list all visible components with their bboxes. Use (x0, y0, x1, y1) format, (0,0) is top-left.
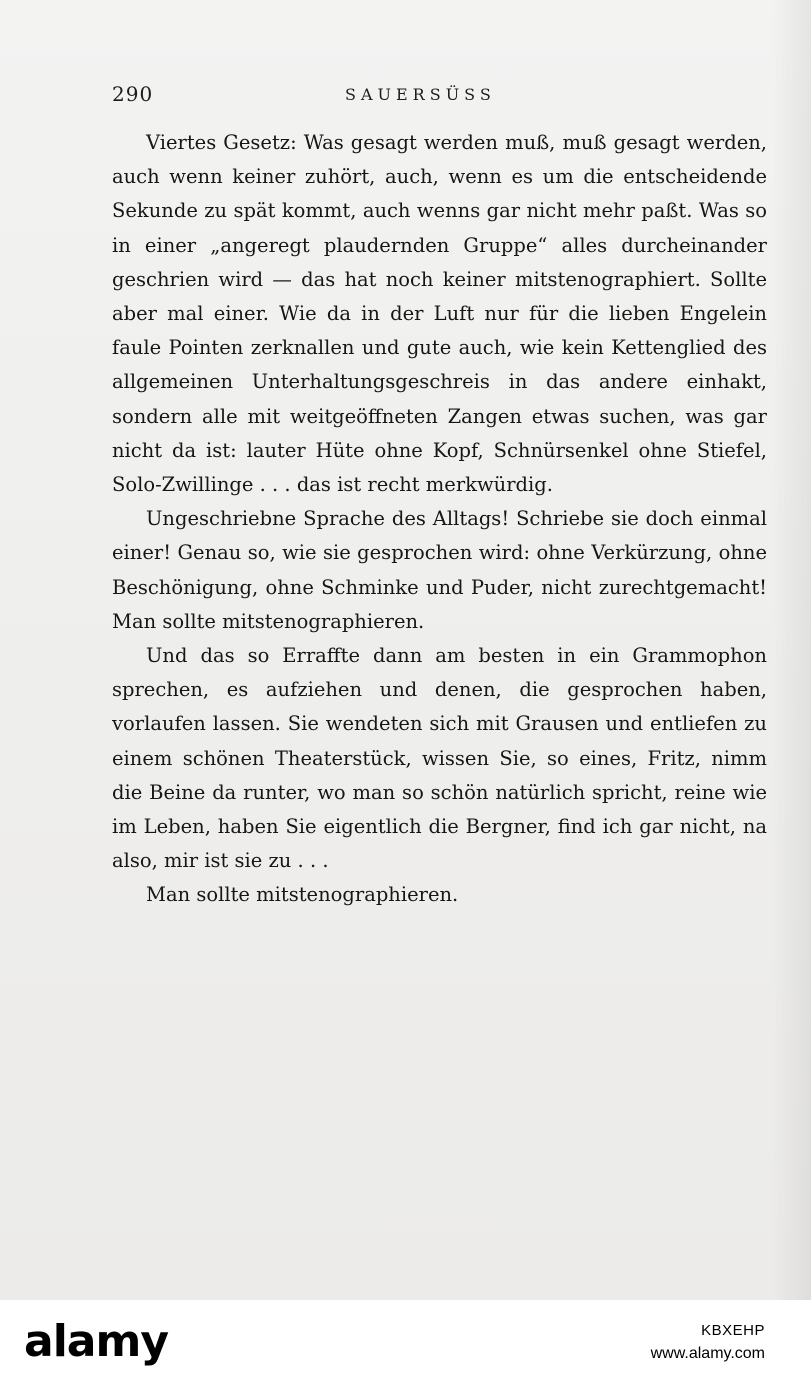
running-head: SAUERSÜSS (345, 85, 496, 104)
page-header (112, 82, 732, 112)
stock-watermark-bar (0, 1300, 811, 1390)
alamy-logo: alamy (24, 1316, 168, 1367)
page-number: 290 (112, 82, 154, 106)
body-text (112, 126, 767, 913)
watermark-info (651, 1322, 765, 1363)
paragraph-1: Viertes Gesetz: Was gesagt werden muß, muß gesagt werden, auch wenn keiner zuhört, auch, wenn es um die entscheidende Sekunde zu spät kommt, auch wenns gar nicht mehr paßt. Was so in einer „angeregt plaudernden Gruppe“ alles durcheinander geschrien wird — das hat noch keiner mitstenographiert. Sollte aber mal einer. Wie da in der Luft nur für die lieben Engelein faule Pointen zerknallen und gute auch, wie kein Kettenglied des allgemeinen Unterhaltungsgeschreis in das andere einhakt, sondern alle mit weitgeöffneten Zangen etwas suchen, was gar nicht da ist: lauter Hüte ohne Kopf, Schnürsenkel ohne Stiefel, Solo-Zwillinge . . . das ist recht merkwürdig. (112, 131, 767, 497)
paragraph-3: Und das so Erraffte dann am besten in ein Grammophon sprechen, es aufziehen und denen, die gesprochen haben, vorlaufen lassen. Sie wendeten sich mit Grausen und entliefen zu einem schönen Theaterstück, wissen Sie, so eines, Fritz, nimm die Beine da runter, wo man so schön natürlich spricht, reine wie im Leben, haben Sie eigentlich die Bergner, find ich gar nicht, na also, mir ist sie zu . . . (112, 644, 767, 873)
paragraph-2: Ungeschriebne Sprache des Alltags! Schriebe sie doch einmal einer! Genau so, wie sie gesprochen wird: ohne Verkürzung, ohne Beschönigung, ohne Schminke und Puder, nicht zurechtgemacht! Man sollte mitstenographieren. (112, 507, 767, 633)
watermark-site: www.alamy.com (650, 1345, 765, 1362)
image-id: KBXEHP (701, 1322, 765, 1339)
paragraph-4: Man sollte mitstenographieren. (146, 883, 459, 907)
